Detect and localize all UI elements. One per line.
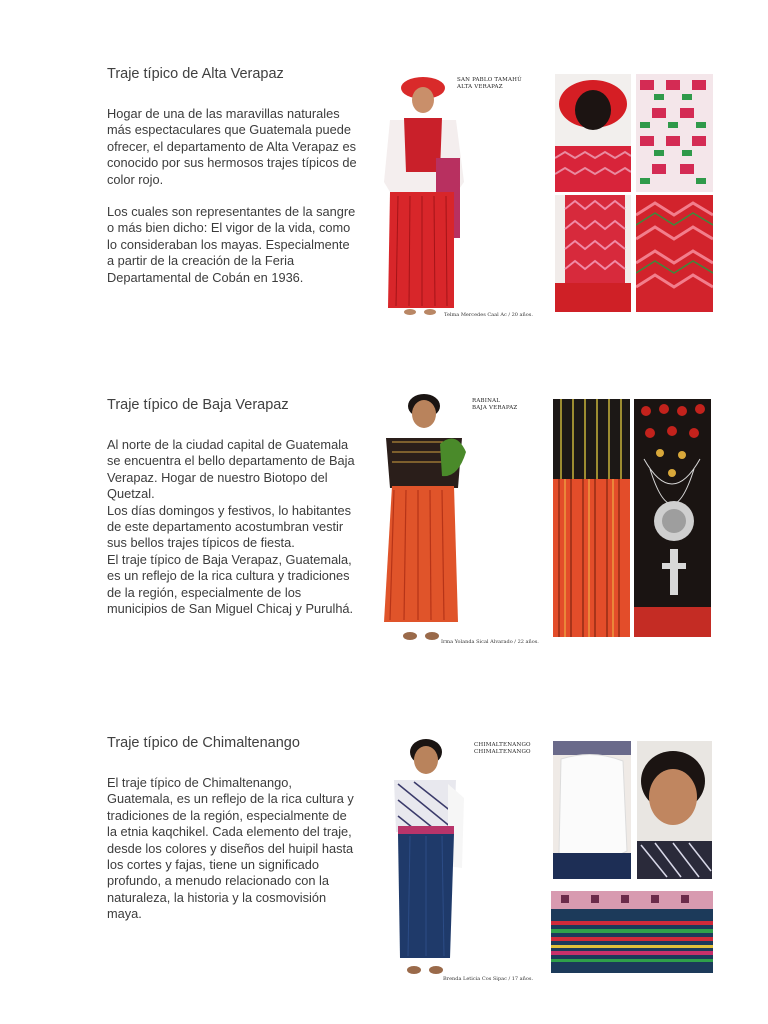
paragraph: Hogar de una de las maravillas naturales más espectaculares que Guatemala puede ofrecer, el departamento de Alta Verapaz es conocido por sus hermosos trajes típicos de color rojo. (107, 106, 357, 187)
paragraph: Al norte de la ciudad capital de Guatemala se encuentra el bello departamento de Baja Verapaz. Hogar de nuestro Biotopo del Quetzal. (107, 437, 355, 502)
jewelry-detail-photo (634, 399, 711, 637)
embroidery-detail-photo (636, 74, 713, 192)
faja-detail-photo (551, 891, 713, 973)
paragraph: El traje típico de Baja Verapaz, Guatemala, es un reflejo de la rica cultura y tradiciones de la región, especialmente de los municipios de San Miguel Chicaj y Purulhá. (107, 551, 354, 617)
photo-credit: Brenda Leticia Cos Sipac / 17 años. (443, 976, 534, 982)
caption-town: CHIMALTENANGO (474, 742, 531, 748)
section-title: Traje típico de Chimaltenango (107, 735, 300, 751)
woman-figure-photo (384, 738, 470, 984)
textile-detail-photo (553, 399, 630, 637)
cloth-detail-photo (553, 741, 631, 879)
paragraph: Los días domingos y festivos, lo habitantes de este departamento acostumbran vestir sus bellos trajes típicos de fiesta. (107, 502, 351, 551)
section-title: Traje típico de Alta Verapaz (107, 66, 284, 82)
woman-figure-photo (378, 392, 470, 646)
paragraph: El traje típico de Chimaltenango, Guatemala, es un reflejo de la rica cultura y tradiciones de la región, especialmente de la etnia kaqchikel. Cada elemento del traje, desde los colores y diseños del huipil hasta los cortes y fajas, tiene un significado profundo, a menudo relacionado con la naturaleza, la historia y la cosmovisión maya. (107, 775, 354, 922)
caption-department: CHIMALTENANGO (474, 749, 531, 755)
section-text (107, 106, 359, 286)
woman-figure-photo (380, 72, 470, 320)
head-detail-photo (555, 74, 631, 192)
section-text (107, 775, 359, 923)
photo-credit: Telma Mercedes Caal Ac / 20 años. (444, 312, 533, 318)
figure-caption (474, 742, 531, 756)
caption-department: ALTA VERAPAZ (457, 84, 503, 90)
portrait-detail-photo (637, 741, 712, 879)
photo-credit: Irma Yolanda Sical Alvarado / 22 años. (441, 639, 539, 645)
section-title: Traje típico de Baja Verapaz (107, 397, 289, 413)
caption-department: BAJA VERAPAZ (472, 405, 518, 411)
paragraph: Los cuales son representantes de la sangre o más bien dicho: El vigor de la vida, como lo consideraban los mayas. Especialmente a partir de la creación de la Feria Departamental de Cobán en 1936. (107, 204, 356, 285)
caption-town: RABINAL (472, 398, 501, 404)
figure-caption (457, 77, 522, 91)
figure-caption (472, 398, 517, 412)
caption-town: SAN PABLO TAMAHÚ (457, 77, 522, 83)
huipil-detail-photo (555, 195, 631, 312)
section-text (107, 437, 359, 617)
corte-detail-photo (636, 195, 713, 312)
